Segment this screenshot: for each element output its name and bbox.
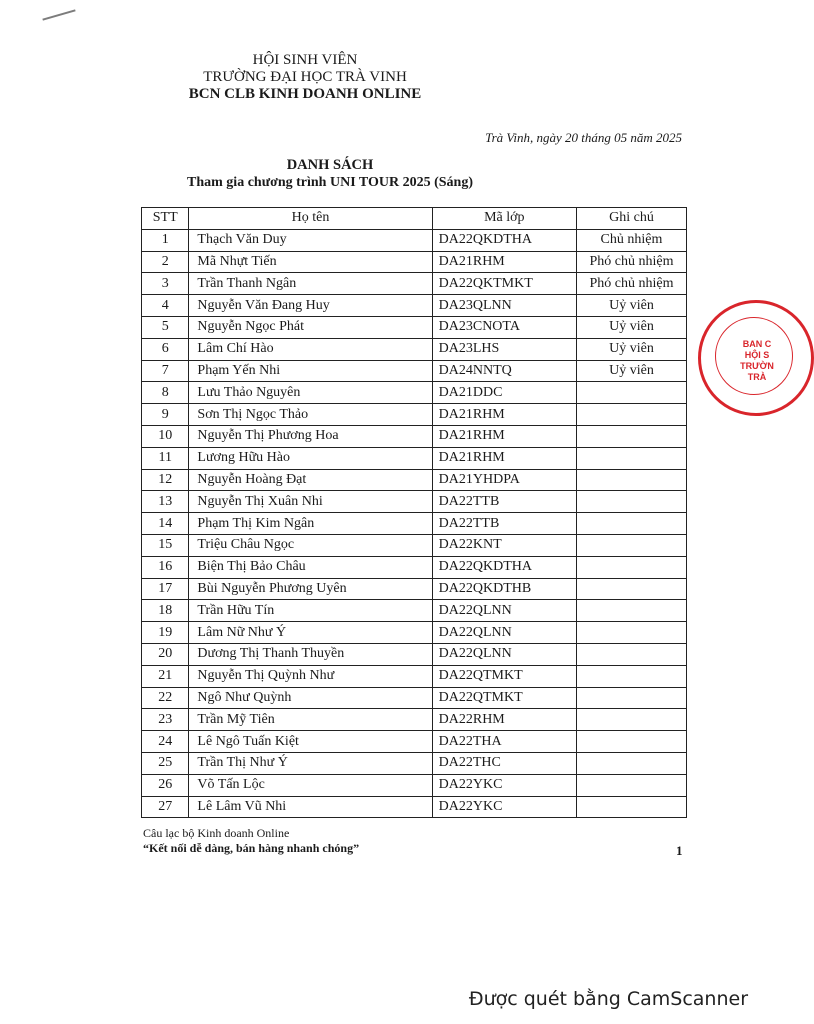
row-stt: 6 — [142, 338, 189, 360]
row-note: Phó chủ nhiệm — [576, 251, 686, 273]
row-note — [576, 796, 686, 818]
title-sub: Tham gia chương trình UNI TOUR 2025 (Sáng) — [187, 175, 473, 190]
row-note — [576, 425, 686, 447]
row-note — [576, 600, 686, 622]
row-name: Lương Hữu Hào — [189, 447, 432, 469]
row-stt: 21 — [142, 665, 189, 687]
table-row — [142, 491, 687, 513]
table-row — [142, 556, 687, 578]
table-row — [142, 295, 687, 317]
row-note — [576, 643, 686, 665]
row-name: Mã Nhựt Tiến — [189, 251, 432, 273]
row-stt: 10 — [142, 425, 189, 447]
row-name: Phạm Thị Kim Ngân — [189, 513, 432, 535]
row-class-code: DA22QLNN — [432, 643, 576, 665]
row-name: Thạch Văn Duy — [189, 229, 432, 251]
table-row — [142, 404, 687, 426]
seal-text-line: TRÀ — [747, 372, 767, 382]
table-row — [142, 251, 687, 273]
row-note: Uỷ viên — [576, 360, 686, 382]
row-note — [576, 491, 686, 513]
table-row — [142, 709, 687, 731]
row-stt: 1 — [142, 229, 189, 251]
row-class-code: DA22KNT — [432, 534, 576, 556]
row-stt: 13 — [142, 491, 189, 513]
row-stt: 19 — [142, 622, 189, 644]
row-name: Lâm Nữ Như Ý — [189, 622, 432, 644]
column-header-name: Họ tên — [189, 208, 432, 230]
footer — [143, 826, 359, 856]
row-class-code: DA22QKDTHA — [432, 556, 576, 578]
row-name: Nguyễn Thị Quỳnh Như — [189, 665, 432, 687]
row-class-code: DA22TTB — [432, 513, 576, 535]
row-stt: 18 — [142, 600, 189, 622]
row-stt: 11 — [142, 447, 189, 469]
row-name: Lê Lâm Vũ Nhi — [189, 796, 432, 818]
table-row — [142, 622, 687, 644]
row-class-code: DA22QKTMKT — [432, 273, 576, 295]
row-name: Ngô Như Quỳnh — [189, 687, 432, 709]
table-row — [142, 425, 687, 447]
table-row — [142, 229, 687, 251]
table-row — [142, 578, 687, 600]
row-stt: 2 — [142, 251, 189, 273]
row-class-code: DA22YKC — [432, 796, 576, 818]
row-note — [576, 382, 686, 404]
table-row — [142, 513, 687, 535]
row-class-code: DA23QLNN — [432, 295, 576, 317]
row-note: Chủ nhiệm — [576, 229, 686, 251]
table-row — [142, 774, 687, 796]
row-name: Sơn Thị Ngọc Thảo — [189, 404, 432, 426]
row-stt: 3 — [142, 273, 189, 295]
table-row — [142, 665, 687, 687]
header-line-2: TRƯỜNG ĐẠI HỌC TRÀ VINH — [203, 69, 407, 85]
row-note — [576, 447, 686, 469]
row-class-code: DA21RHM — [432, 447, 576, 469]
row-stt: 15 — [142, 534, 189, 556]
row-name: Nguyễn Văn Đang Huy — [189, 295, 432, 317]
row-class-code: DA22QKDTHA — [432, 229, 576, 251]
row-name: Nguyễn Hoàng Đạt — [189, 469, 432, 491]
seal-text-line: BAN C — [742, 339, 772, 349]
table-row — [142, 752, 687, 774]
table-row — [142, 600, 687, 622]
table-row — [142, 338, 687, 360]
row-name: Trần Hữu Tín — [189, 600, 432, 622]
row-class-code: DA22THA — [432, 731, 576, 753]
page-number: 1 — [676, 843, 683, 858]
row-class-code: DA23CNOTA — [432, 316, 576, 338]
table-row — [142, 469, 687, 491]
row-class-code: DA21RHM — [432, 425, 576, 447]
row-class-code: DA22THC — [432, 752, 576, 774]
footer-slogan: “Kết nối dễ dàng, bán hàng nhanh chóng” — [143, 841, 360, 855]
table-row — [142, 316, 687, 338]
column-header-stt: STT — [142, 208, 189, 230]
row-class-code: DA22QKDTHB — [432, 578, 576, 600]
row-note — [576, 731, 686, 753]
seal-text-line: TRƯỜN — [740, 361, 774, 371]
row-name: Lưu Thảo Nguyên — [189, 382, 432, 404]
row-name: Nguyễn Thị Phương Hoa — [189, 425, 432, 447]
table-header-row — [142, 208, 687, 230]
row-stt: 27 — [142, 796, 189, 818]
row-name: Lê Ngô Tuấn Kiệt — [189, 731, 432, 753]
row-class-code: DA23LHS — [432, 338, 576, 360]
row-class-code: DA21YHDPA — [432, 469, 576, 491]
row-note: Uỷ viên — [576, 316, 686, 338]
row-name: Triệu Châu Ngọc — [189, 534, 432, 556]
header-line-3: BCN CLB KINH DOANH ONLINE — [188, 86, 422, 102]
table-row — [142, 643, 687, 665]
table-row — [142, 687, 687, 709]
row-class-code: DA21RHM — [432, 404, 576, 426]
row-note — [576, 665, 686, 687]
row-name: Trần Thanh Ngân — [189, 273, 432, 295]
row-stt: 9 — [142, 404, 189, 426]
row-class-code: DA21DDC — [432, 382, 576, 404]
row-class-code: DA22YKC — [432, 774, 576, 796]
row-stt: 22 — [142, 687, 189, 709]
row-stt: 25 — [142, 752, 189, 774]
row-name: Nguyễn Ngọc Phát — [189, 316, 432, 338]
document-title — [160, 157, 500, 191]
table-row — [142, 382, 687, 404]
row-note — [576, 469, 686, 491]
row-name: Lâm Chí Hào — [189, 338, 432, 360]
row-name: Trần Thị Như Ý — [189, 752, 432, 774]
row-stt: 4 — [142, 295, 189, 317]
row-note — [576, 404, 686, 426]
seal-text-line: HỘI S — [744, 350, 770, 360]
row-stt: 8 — [142, 382, 189, 404]
row-name: Dương Thị Thanh Thuyền — [189, 643, 432, 665]
document-date: Trà Vinh, ngày 20 tháng 05 năm 2025 — [485, 130, 682, 145]
table-row — [142, 360, 687, 382]
participant-table — [141, 207, 687, 818]
scan-pen-mark — [42, 9, 75, 20]
row-stt: 17 — [142, 578, 189, 600]
row-class-code: DA21RHM — [432, 251, 576, 273]
row-name: Phạm Yến Nhi — [189, 360, 432, 382]
scanner-watermark: Được quét bằng CamScanner — [468, 988, 748, 1010]
row-stt: 20 — [142, 643, 189, 665]
red-seal-stamp — [698, 300, 814, 416]
row-class-code: DA22QTMKT — [432, 665, 576, 687]
column-header-note: Ghi chú — [576, 208, 686, 230]
row-note: Uỷ viên — [576, 295, 686, 317]
row-stt: 23 — [142, 709, 189, 731]
row-note — [576, 687, 686, 709]
row-note — [576, 556, 686, 578]
row-stt: 5 — [142, 316, 189, 338]
row-stt: 24 — [142, 731, 189, 753]
row-class-code: DA22TTB — [432, 491, 576, 513]
organization-header — [150, 52, 460, 103]
row-name: Bùi Nguyễn Phương Uyên — [189, 578, 432, 600]
row-stt: 7 — [142, 360, 189, 382]
row-name: Nguyễn Thị Xuân Nhi — [189, 491, 432, 513]
table-row — [142, 447, 687, 469]
title-main: DANH SÁCH — [286, 157, 374, 173]
table-row — [142, 796, 687, 818]
table-body — [142, 229, 687, 818]
footer-club-name: Câu lạc bộ Kinh doanh Online — [143, 826, 290, 840]
column-header-class: Mã lớp — [432, 208, 576, 230]
row-note — [576, 578, 686, 600]
row-stt: 26 — [142, 774, 189, 796]
row-note — [576, 513, 686, 535]
row-class-code: DA24NNTQ — [432, 360, 576, 382]
row-note — [576, 752, 686, 774]
row-class-code: DA22QLNN — [432, 622, 576, 644]
row-note — [576, 709, 686, 731]
row-note: Phó chủ nhiệm — [576, 273, 686, 295]
row-class-code: DA22RHM — [432, 709, 576, 731]
row-stt: 12 — [142, 469, 189, 491]
row-class-code: DA22QTMKT — [432, 687, 576, 709]
row-class-code: DA22QLNN — [432, 600, 576, 622]
header-line-1: HỘI SINH VIÊN — [252, 52, 358, 68]
row-note — [576, 534, 686, 556]
row-note — [576, 622, 686, 644]
row-stt: 14 — [142, 513, 189, 535]
row-name: Võ Tấn Lộc — [189, 774, 432, 796]
row-note — [576, 774, 686, 796]
table-row — [142, 534, 687, 556]
seal-text — [727, 339, 787, 383]
row-name: Trần Mỹ Tiên — [189, 709, 432, 731]
table-row — [142, 273, 687, 295]
row-name: Biện Thị Bảo Châu — [189, 556, 432, 578]
row-note: Uỷ viên — [576, 338, 686, 360]
table-row — [142, 731, 687, 753]
row-stt: 16 — [142, 556, 189, 578]
